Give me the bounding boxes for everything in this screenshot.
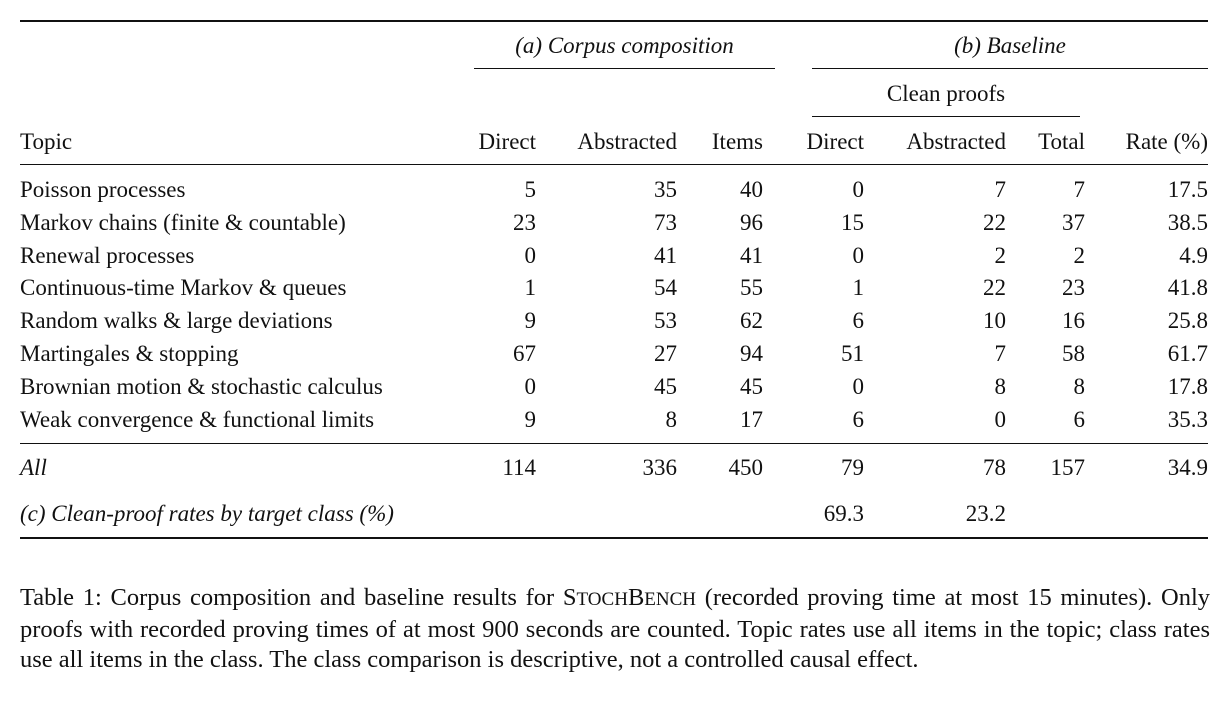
class-rate-abstracted: 23.2 <box>965 501 1006 526</box>
cell-rate: 61.7 <box>1167 341 1208 366</box>
cell-total: 37 <box>1062 209 1085 235</box>
cell-abstracted: 54 <box>654 275 677 301</box>
group-rule-corpus <box>474 68 775 69</box>
table-row <box>20 340 1208 373</box>
cell-direct: 5 <box>524 177 536 202</box>
table-row <box>20 406 1208 439</box>
top-rule <box>20 20 1208 22</box>
cell-abstracted: 41 <box>654 242 677 268</box>
cell-clean-abstracted: 22 <box>983 209 1006 235</box>
cell-clean-abstracted: 2 <box>994 242 1006 268</box>
cell-items: 45 <box>740 373 763 399</box>
cell-items: 40 <box>740 177 763 202</box>
cell-topic: Random walks & large deviations <box>20 308 333 334</box>
cell-items: 55 <box>740 275 763 301</box>
cell-total: 8 <box>1073 373 1085 399</box>
subgroup-rule <box>812 116 1080 117</box>
cell-total: 58 <box>1062 341 1085 366</box>
all-clean-abstracted: 78 <box>983 455 1006 480</box>
col-header-total: Total <box>1038 129 1085 154</box>
cell-total: 7 <box>1073 177 1085 202</box>
all-total: 157 <box>1050 455 1085 480</box>
cell-rate: 17.5 <box>1167 177 1208 202</box>
cell-rate: 25.8 <box>1167 308 1208 334</box>
cell-clean-abstracted: 8 <box>994 373 1006 399</box>
cell-clean-direct: 0 <box>852 177 864 202</box>
cell-abstracted: 35 <box>654 177 677 202</box>
cell-clean-direct: 15 <box>841 209 864 235</box>
all-label: All <box>20 455 47 480</box>
table-row <box>20 242 1208 275</box>
cell-items: 17 <box>740 406 763 432</box>
col-header-clean-abstracted: Abstracted <box>906 129 1006 154</box>
cell-total: 6 <box>1073 406 1085 432</box>
cell-topic: Weak convergence & functional limits <box>20 406 375 432</box>
cell-topic: Markov chains (finite & countable) <box>20 209 346 235</box>
cell-total: 2 <box>1073 242 1085 268</box>
cell-rate: 4.9 <box>1179 242 1208 268</box>
cell-clean-direct: 1 <box>852 275 864 301</box>
cell-direct: 9 <box>524 308 536 334</box>
cell-topic: Continuous-time Markov & queues <box>20 275 347 301</box>
group-header-corpus: (a) Corpus composition <box>515 33 734 58</box>
col-header-abstracted: Abstracted <box>577 129 677 154</box>
cell-clean-direct: 0 <box>852 242 864 268</box>
cell-abstracted: 53 <box>654 308 677 334</box>
cell-rate: 17.8 <box>1167 373 1208 399</box>
cell-clean-direct: 51 <box>841 341 864 366</box>
cell-rate: 41.8 <box>1167 275 1208 301</box>
class-rate-direct: 69.3 <box>823 501 864 526</box>
col-header-topic: Topic <box>20 129 73 154</box>
table-row <box>20 176 1208 209</box>
cell-rate: 38.5 <box>1167 209 1208 235</box>
table-row <box>20 373 1208 406</box>
col-header-clean-direct: Direct <box>806 129 864 154</box>
cell-clean-abstracted: 0 <box>994 406 1006 432</box>
column-header-row <box>20 128 1208 161</box>
cell-clean-abstracted: 10 <box>983 308 1006 334</box>
cell-topic: Brownian motion & stochastic calculus <box>20 373 383 399</box>
subgroup-header-clean-proofs: Clean proofs <box>886 81 1006 106</box>
cell-clean-abstracted: 7 <box>994 341 1006 366</box>
cell-clean-abstracted: 22 <box>983 275 1006 301</box>
cell-abstracted: 45 <box>654 373 677 399</box>
table-row <box>20 307 1208 340</box>
class-rate-row <box>20 500 1208 533</box>
all-row <box>20 454 1208 487</box>
table-caption <box>20 583 1210 675</box>
cell-rate: 35.3 <box>1167 406 1208 432</box>
cell-abstracted: 27 <box>654 341 677 366</box>
all-rate: 34.9 <box>1167 455 1208 480</box>
cell-direct: 23 <box>513 209 536 235</box>
cell-clean-direct: 6 <box>852 406 864 432</box>
cell-topic: Poisson processes <box>20 177 186 202</box>
col-header-rate: Rate (%) <box>1125 129 1208 154</box>
cell-clean-abstracted: 7 <box>994 177 1006 202</box>
header-rule <box>20 164 1208 165</box>
cell-direct: 67 <box>513 341 536 366</box>
table-row <box>20 209 1208 242</box>
cell-items: 94 <box>740 341 763 366</box>
group-rule-baseline <box>812 68 1208 69</box>
cell-total: 16 <box>1062 308 1085 334</box>
table-row <box>20 274 1208 307</box>
cell-topic: Martingales & stopping <box>20 341 239 366</box>
caption-body: (recorded proving time at most 15 minutes). Only proofs with recorded proving times of at most 900 seconds are counted. Topic rates use all items in the topic; class rates use all items in the class. The class comparison is descriptive, not a controlled causal effect. <box>20 584 1210 673</box>
cell-clean-direct: 6 <box>852 308 864 334</box>
caption-benchmark-name: STOCHBENCH <box>562 584 697 611</box>
col-header-direct: Direct <box>478 129 536 154</box>
cell-direct: 0 <box>524 242 536 268</box>
cell-items: 62 <box>740 308 763 334</box>
cell-items: 41 <box>740 242 763 268</box>
bottom-rule <box>20 537 1208 539</box>
all-abstracted: 336 <box>642 455 677 480</box>
caption-prefix: Table 1: Corpus composition and baseline results for <box>20 584 563 611</box>
cell-clean-direct: 0 <box>852 373 864 399</box>
cell-abstracted: 8 <box>665 406 677 432</box>
all-direct: 114 <box>502 455 536 480</box>
cell-direct: 9 <box>524 406 536 432</box>
group-header-baseline: (b) Baseline <box>954 33 1066 58</box>
all-items: 450 <box>728 455 763 480</box>
all-clean-direct: 79 <box>841 455 864 480</box>
summary-rule <box>20 443 1208 444</box>
cell-direct: 0 <box>524 373 536 399</box>
class-rate-label: (c) Clean-proof rates by target class (%) <box>20 501 394 526</box>
cell-abstracted: 73 <box>654 209 677 235</box>
cell-direct: 1 <box>524 275 536 301</box>
cell-items: 96 <box>740 209 763 235</box>
col-header-items: Items <box>711 129 763 154</box>
cell-topic: Renewal processes <box>20 242 195 268</box>
cell-total: 23 <box>1062 275 1085 301</box>
